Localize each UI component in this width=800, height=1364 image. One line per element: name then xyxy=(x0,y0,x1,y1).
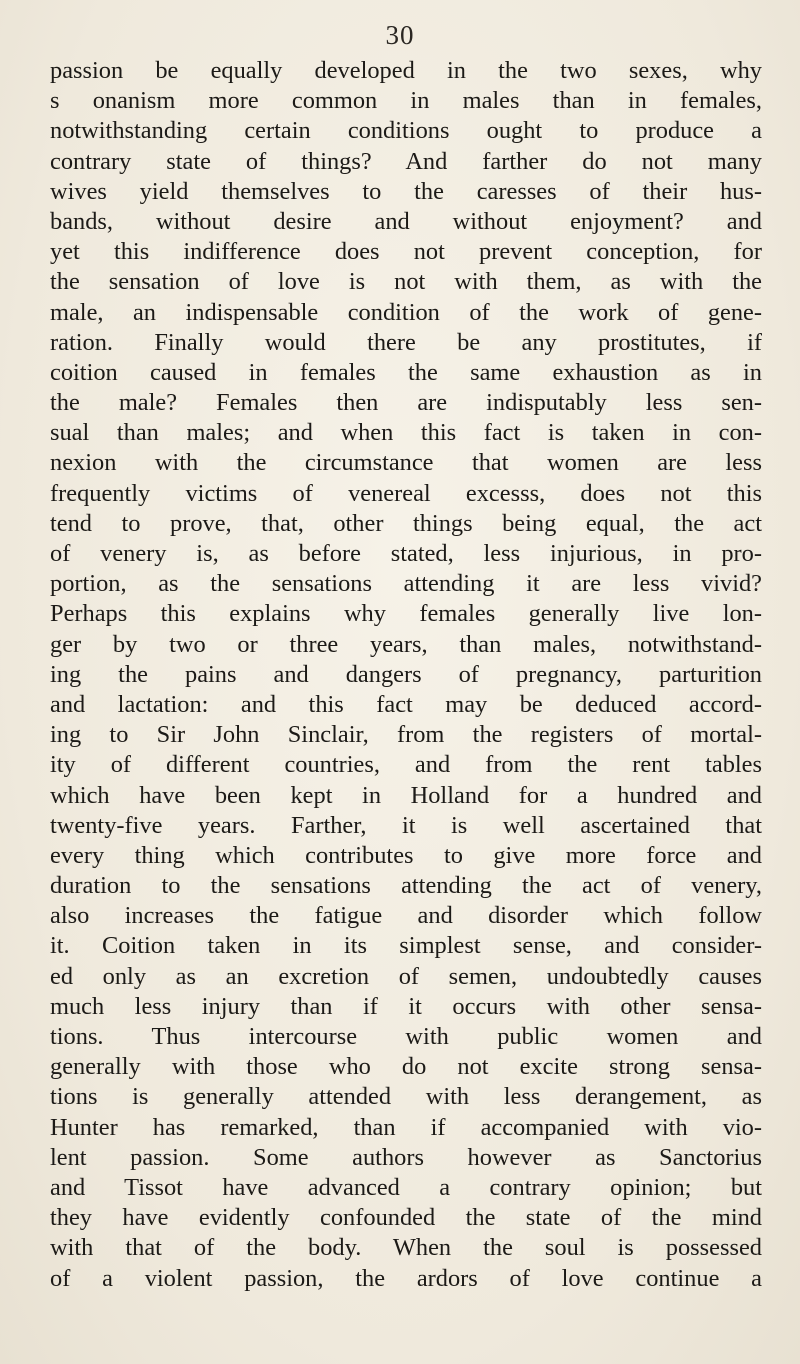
text-line: ration. Finally would there be any prostitutes, if xyxy=(50,328,762,356)
text-line: Hunter has remarked, than if accompanied with vio- xyxy=(50,1113,762,1141)
text-line: wives yield themselves to the caresses of their hus- xyxy=(50,177,762,205)
text-line: ity of different countries, and from the rent tables xyxy=(50,751,762,779)
text-line: and Tissot have advanced a contrary opinion; but xyxy=(50,1173,762,1201)
text-line: every thing which contributes to give more force and xyxy=(50,841,762,869)
text-line: passion be equally developed in the two sexes, why xyxy=(50,57,762,84)
text-line: notwithstanding certain conditions ought to produce a xyxy=(50,117,762,145)
text-line: it. Coition taken in its simplest sense, and consider- xyxy=(50,932,762,960)
text-line: tions. Thus intercourse with public women and xyxy=(50,1023,762,1050)
text-line: tions is generally attended with less derangement, as xyxy=(50,1083,762,1111)
text-line: Perhaps this explains why females generally live lon- xyxy=(50,600,762,628)
text-line: also increases the fatigue and disorder which follow xyxy=(50,902,762,930)
text-line: tend to prove, that, other things being equal, the act xyxy=(50,509,762,537)
body-text xyxy=(50,56,762,1294)
text-line: ed only as an excretion of semen, undoubtedly causes xyxy=(50,962,762,990)
text-line: they have evidently confounded the state of the mind xyxy=(50,1204,762,1232)
text-line: ger by two or three years, than males, notwithstand- xyxy=(50,630,762,658)
text-line: yet this indifference does not prevent conception, for xyxy=(50,238,762,266)
text-line: contrary state of things? And farther do not many xyxy=(50,147,762,175)
text-line: s onanism more common in males than in females, xyxy=(50,87,762,115)
text-line: the male? Females then are indisputably less sen- xyxy=(50,389,762,417)
text-line: much less injury than if it occurs with other sensa- xyxy=(50,992,762,1020)
text-line: ing the pains and dangers of pregnancy, parturition xyxy=(50,660,762,688)
text-line: coition caused in females the same exhaustion as in xyxy=(50,358,762,386)
text-line: sual than males; and when this fact is taken in con- xyxy=(50,419,762,447)
text-line: twenty-five years. Farther, it is well ascertained that xyxy=(50,811,762,839)
text-line: and lactation: and this fact may be deduced accord- xyxy=(50,690,762,718)
page-number: 30 xyxy=(385,20,415,50)
text-line: portion, as the sensations attending it are less vivid? xyxy=(50,570,762,598)
text-line: of venery is, as before stated, less injurious, in pro- xyxy=(50,540,762,567)
text-line: bands, without desire and without enjoyment? and xyxy=(50,207,762,235)
text-line: which have been kept in Holland for a hundred and xyxy=(50,781,762,809)
text-line: ing to Sir John Sinclair, from the registers of mortal- xyxy=(50,721,762,749)
text-line: frequently victims of venereal excesss, does not this xyxy=(50,479,762,507)
text-line: male, an indispensable condition of the work of gene- xyxy=(50,298,762,326)
text-line: nexion with the circumstance that women are less xyxy=(50,449,762,477)
text-line: of a violent passion, the ardors of love continue a xyxy=(50,1264,762,1292)
text-line: generally with those who do not excite strong sensa- xyxy=(50,1053,762,1081)
text-line: lent passion. Some authors however as Sanctorius xyxy=(50,1143,762,1171)
text-line: with that of the body. When the soul is possessed xyxy=(50,1234,762,1262)
text-line: the sensation of love is not with them, as with the xyxy=(50,268,762,296)
text-line: duration to the sensations attending the act of venery, xyxy=(50,872,762,900)
